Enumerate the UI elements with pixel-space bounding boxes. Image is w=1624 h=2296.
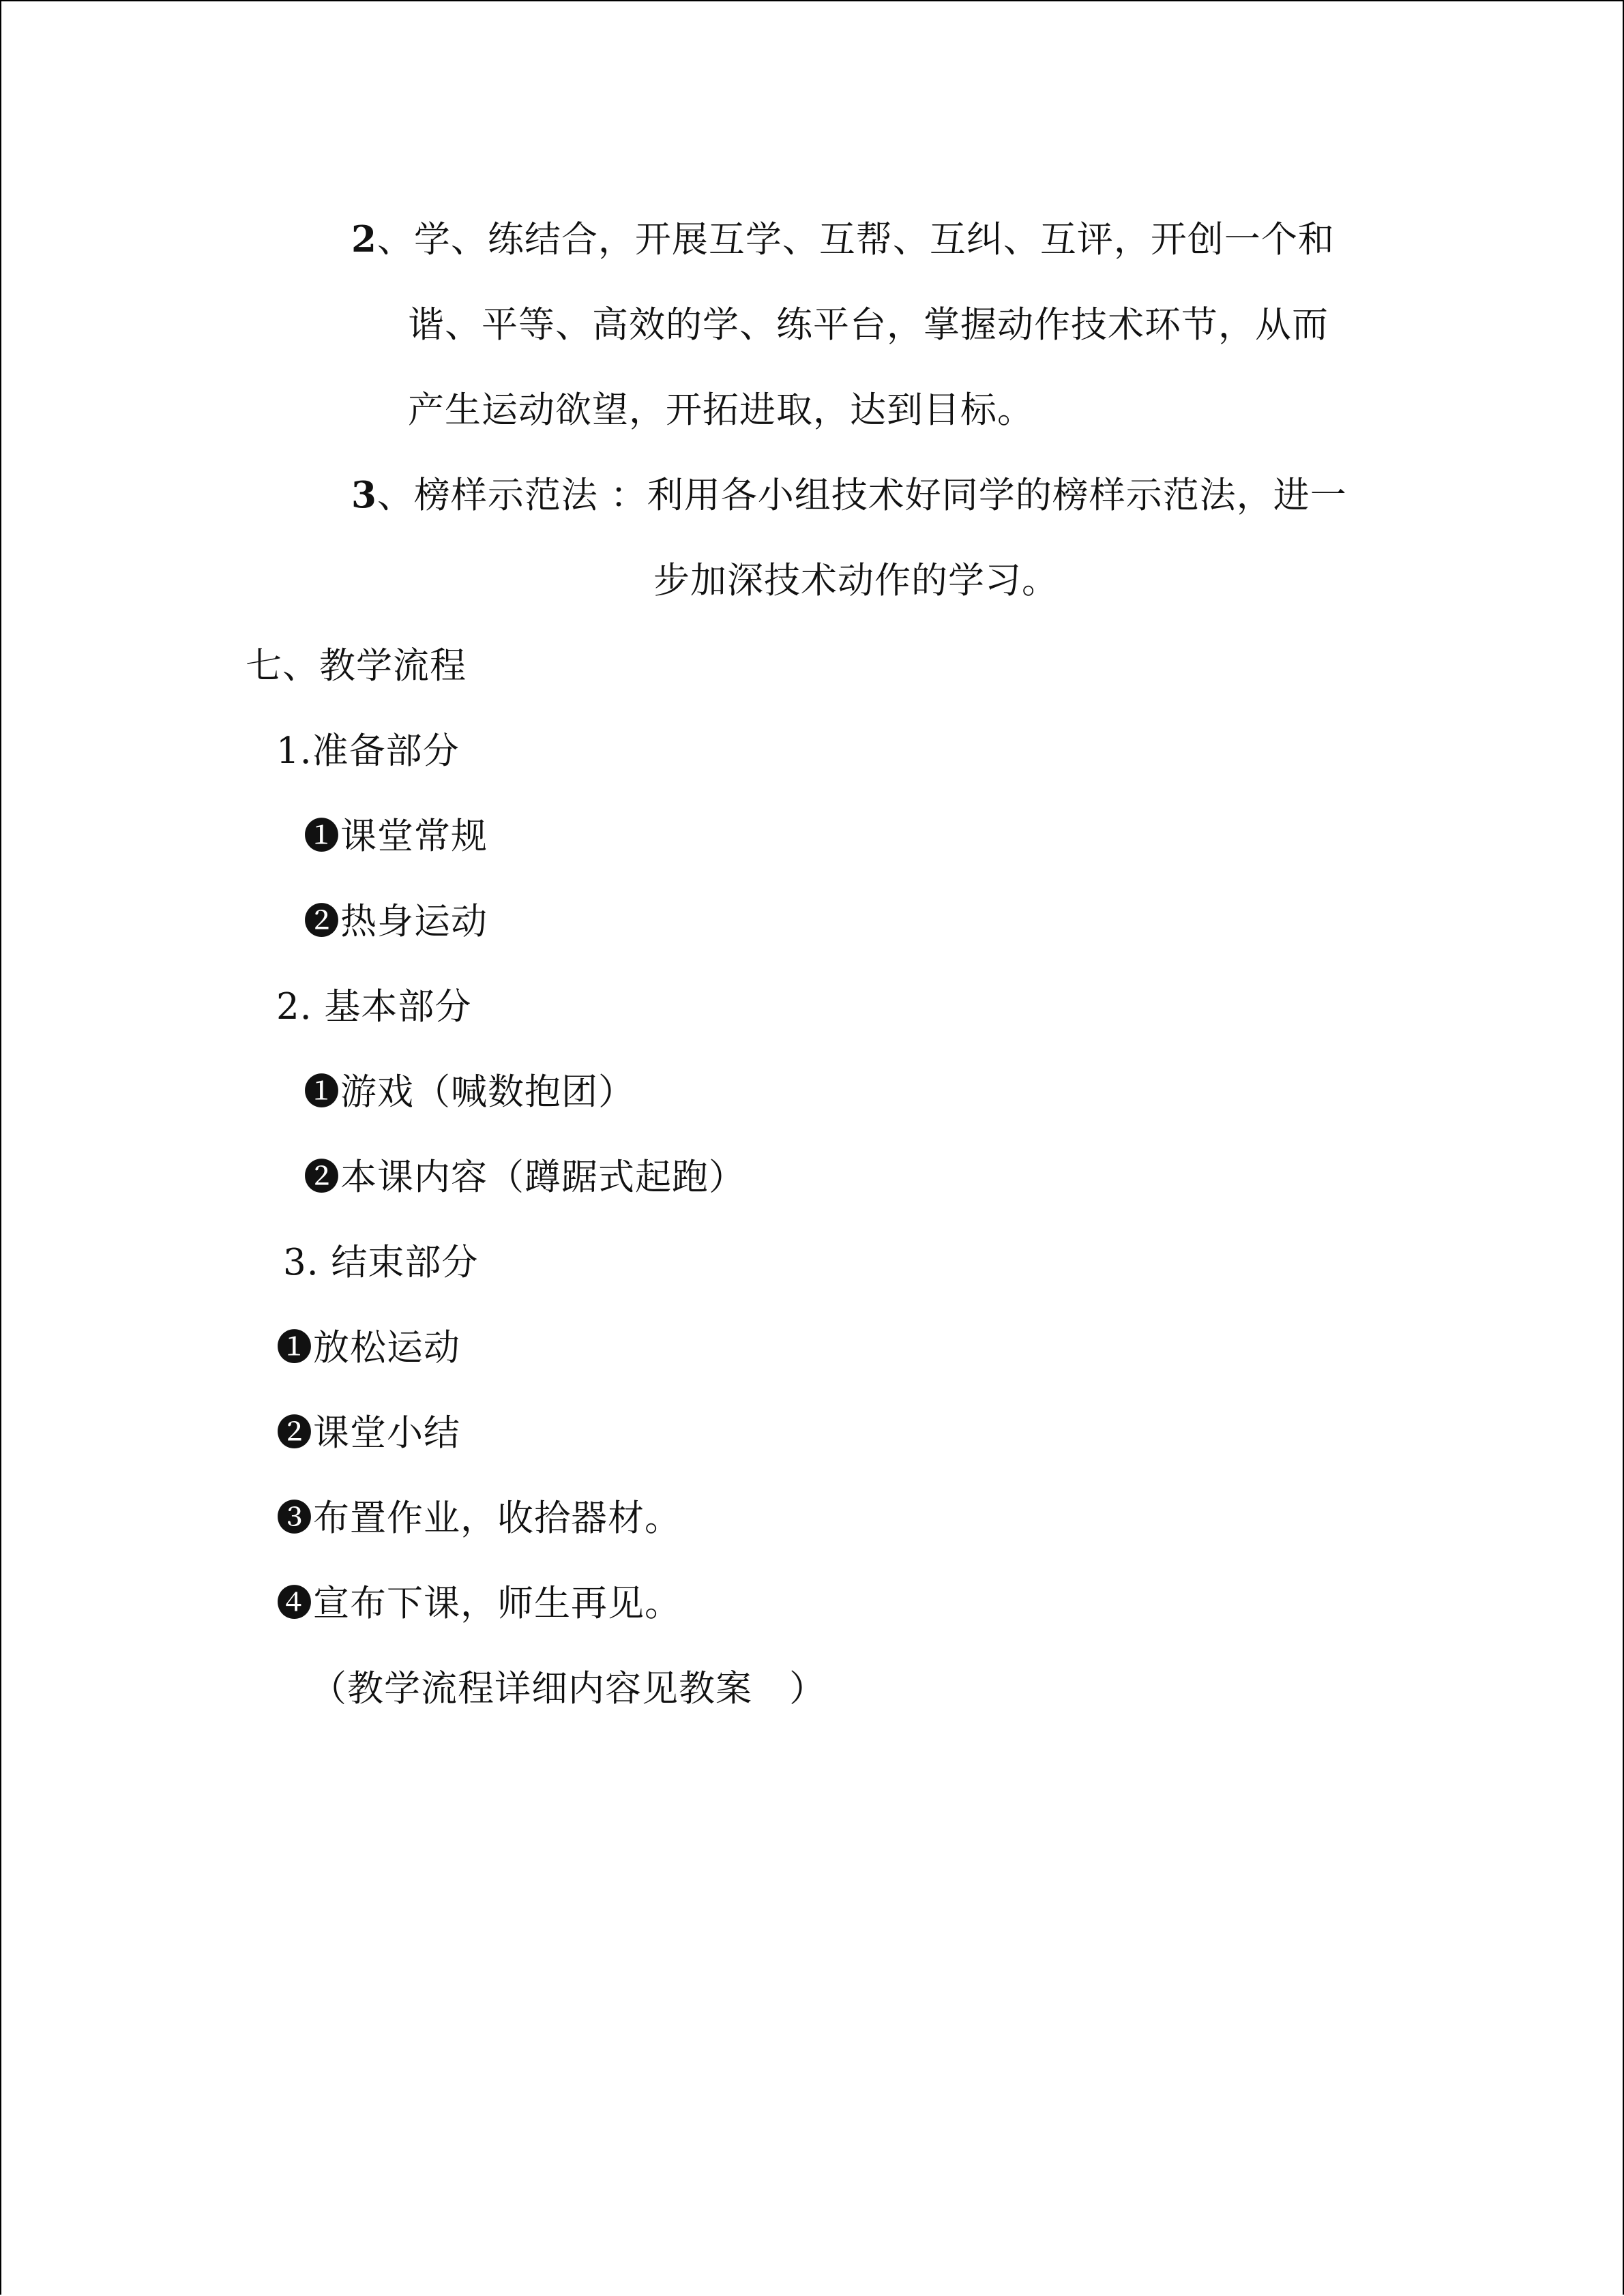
part-1-item-1: ❶课堂常规: [304, 816, 488, 857]
part-1-title: 1.准备部分: [276, 730, 460, 772]
method-item-2-line-3: 产生运动欲望，开拓进取，达到目标。: [408, 389, 1034, 431]
section-heading: 七、教学流程: [246, 645, 467, 687]
method-item-3-line-1: 3、榜样示范法 ：利用各小组技术好同学的榜样示范法，进一: [351, 474, 1347, 516]
method-item-2-number: 2: [351, 218, 377, 260]
part-1-item-2: ❷热身运动: [304, 901, 488, 942]
part-3-item-1: ❶放松运动: [276, 1327, 460, 1369]
part-3-title: 3. 结束部分: [283, 1242, 479, 1283]
method-item-3-line-2: 步加深技术动作的学习。: [653, 560, 1059, 601]
part-2-item-1: ❶游戏（喊数抱团）: [304, 1071, 635, 1113]
method-item-2-line-1: 2、学、练结合，开展互学、互帮、互纠、互评，开创一个和: [351, 218, 1335, 260]
part-2-item-2: ❷本课内容（蹲踞式起跑）: [304, 1157, 745, 1198]
part-2-title: 2. 基本部分: [276, 986, 472, 1028]
part-3-item-4: ❹宣布下课，师生再见。: [276, 1583, 681, 1624]
process-note: （教学流程详细内容见教案 ）: [310, 1668, 826, 1710]
method-item-3-number: 3: [351, 474, 377, 516]
part-3-item-2: ❷课堂小结: [276, 1412, 460, 1454]
method-item-2-line-2: 谐、平等、高效的学、练平台，掌握动作技术环节，从而: [408, 304, 1329, 346]
part-3-item-3: ❸布置作业，收拾器材。: [276, 1497, 681, 1539]
